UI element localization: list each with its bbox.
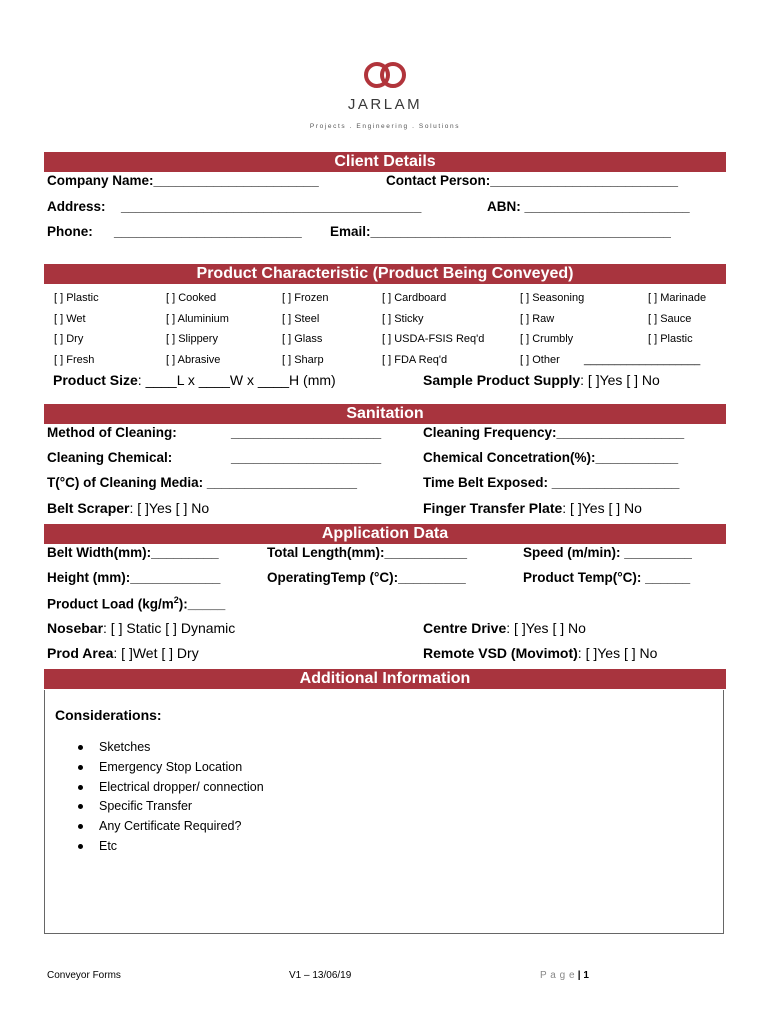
operating-temp-field[interactable]: OperatingTemp (°C):_________ [267,570,466,585]
checkbox-fresh[interactable]: [ ] Fresh [54,354,95,366]
remote-vsd-label: Remote VSD (Movimot) [423,645,578,661]
product-load-tail: ):_____ [178,596,226,612]
remote-vsd-value: : [ ]Yes [ ] No [577,645,658,661]
checkbox-frozen[interactable]: [ ] Frozen [282,292,329,304]
footer-page-label: P a g e [540,970,576,981]
nosebar-value: : [ ] Static [ ] Dynamic [103,620,236,636]
checkbox-sauce[interactable]: [ ] Sauce [648,313,692,325]
list-item [78,780,264,794]
logo-ring-right-icon [380,62,406,88]
list-item [78,799,192,813]
checkbox-seasoning[interactable]: [ ] Seasoning [520,292,585,304]
checkbox-dry[interactable]: [ ] Dry [54,333,84,345]
checkbox-plastic[interactable]: [ ] Plastic [54,292,99,304]
product-load-superscript: 2 [173,595,179,605]
footer-form-name: Conveyor Forms [47,970,121,981]
checkbox-fda[interactable]: [ ] FDA Req'd [382,354,448,366]
checkbox-cooked[interactable]: [ ] Cooked [166,292,217,304]
checkbox-raw[interactable]: [ ] Raw [520,313,555,325]
bullet-icon [78,824,83,829]
list-item [78,839,117,853]
remote-vsd-field[interactable] [423,645,657,661]
brand-name: JARLAM [347,96,423,113]
list-item [78,819,241,833]
prod-area-label: Prod Area [47,645,114,661]
checkbox-crumbly[interactable]: [ ] Crumbly [520,333,574,345]
sample-supply-field[interactable] [423,372,660,388]
application-data-header: Application Data [44,524,726,544]
belt-scraper-value: : [ ]Yes [ ] No [129,500,210,516]
total-length-field[interactable]: Total Length(mm):___________ [267,545,468,560]
product-temp-field[interactable]: Product Temp(°C): ______ [523,570,691,585]
footer-page-value: | 1 [577,970,589,981]
bullet-icon [78,804,83,809]
address-field[interactable]: ________________________________________ [121,199,422,214]
product-characteristic-header: Product Characteristic (Product Being Conveyed) [44,264,726,284]
cleaning-media-temp-field[interactable]: T(°C) of Cleaning Media: ____________________ [47,475,358,490]
company-name-field[interactable]: Company Name:______________________ [47,173,319,188]
sample-supply-label: Sample Product Supply [423,372,581,388]
bullet-icon [78,785,83,790]
bullet-icon [78,765,83,770]
checkbox-sharp[interactable]: [ ] Sharp [282,354,324,366]
client-details-header: Client Details [44,152,726,172]
product-size-value: : ____L x ____W x ____H (mm) [137,372,336,388]
checkbox-steel[interactable]: [ ] Steel [282,313,320,325]
checkbox-aluminium[interactable]: [ ] Aluminium [166,313,229,325]
chemical-concentration-field[interactable]: Chemical Concetration(%):___________ [423,450,679,465]
additional-info-header: Additional Information [44,669,726,689]
height-field[interactable]: Height (mm):____________ [47,570,221,585]
cleaning-chemical-label: Cleaning Chemical: [47,450,173,465]
phone-field[interactable]: _________________________ [114,224,302,239]
belt-scraper-field[interactable] [47,500,209,516]
cleaning-frequency-field[interactable]: Cleaning Frequency:_________________ [423,425,685,440]
list-item-text: Emergency Stop Location [99,760,243,774]
footer-page-number [540,970,589,981]
address-label: Address: [47,199,106,214]
finger-transfer-label: Finger Transfer Plate [423,500,563,516]
checkbox-usda-fsis[interactable]: [ ] USDA-FSIS Req'd [382,333,485,345]
considerations-heading: Considerations: [55,707,162,723]
checkbox-plastic-2[interactable]: [ ] Plastic [648,333,693,345]
sanitation-header: Sanitation [44,404,726,424]
list-item-text: Specific Transfer [99,799,193,813]
finger-transfer-field[interactable] [423,500,642,516]
other-specify-field[interactable]: ___________________ [584,354,701,366]
list-item [78,740,150,754]
cleaning-chemical-field[interactable]: ____________________ [231,450,382,465]
product-load-label: Product Load (kg/m [47,596,174,612]
list-item-text: Any Certificate Required? [99,819,242,833]
product-size-field[interactable] [53,372,336,388]
nosebar-field[interactable] [47,620,235,636]
speed-field[interactable]: Speed (m/min): _________ [523,545,692,560]
prod-area-field[interactable] [47,645,199,661]
centre-drive-label: Centre Drive [423,620,507,636]
checkbox-glass[interactable]: [ ] Glass [282,333,323,345]
list-item-text: Sketches [99,740,151,754]
footer-version: V1 – 13/06/19 [289,970,352,981]
centre-drive-field[interactable] [423,620,586,636]
product-size-label: Product Size [53,372,138,388]
checkbox-abrasive[interactable]: [ ] Abrasive [166,354,221,366]
bullet-icon [78,844,83,849]
contact-person-field[interactable]: Contact Person:_________________________ [386,173,678,188]
centre-drive-value: : [ ]Yes [ ] No [506,620,586,636]
abn-field[interactable]: ABN: ______________________ [487,199,690,214]
bullet-icon [78,745,83,750]
list-item [78,760,242,774]
checkbox-cardboard[interactable]: [ ] Cardboard [382,292,447,304]
belt-width-field[interactable]: Belt Width(mm):_________ [47,545,219,560]
phone-label: Phone: [47,224,93,239]
product-load-field[interactable] [47,595,225,612]
checkbox-slippery[interactable]: [ ] Slippery [166,333,218,345]
brand-tagline: Projects . Engineering . Solutions [309,123,461,130]
prod-area-value: : [ ]Wet [ ] Dry [113,645,199,661]
email-field[interactable]: Email:________________________________________ [330,224,671,239]
method-cleaning-field[interactable]: ____________________ [231,425,382,440]
checkbox-other[interactable]: [ ] Other [520,354,560,366]
checkbox-marinade[interactable]: [ ] Marinade [648,292,707,304]
list-item-text: Etc [99,839,118,853]
checkbox-sticky[interactable]: [ ] Sticky [382,313,424,325]
time-belt-exposed-field[interactable]: Time Belt Exposed: _________________ [423,475,680,490]
list-item-text: Electrical dropper/ connection [99,780,264,794]
belt-scraper-label: Belt Scraper [47,500,130,516]
nosebar-label: Nosebar [47,620,104,636]
finger-transfer-value: : [ ]Yes [ ] No [562,500,642,516]
sample-supply-value: : [ ]Yes [ ] No [580,372,660,388]
checkbox-wet[interactable]: [ ] Wet [54,313,86,325]
method-cleaning-label: Method of Cleaning: [47,425,177,440]
